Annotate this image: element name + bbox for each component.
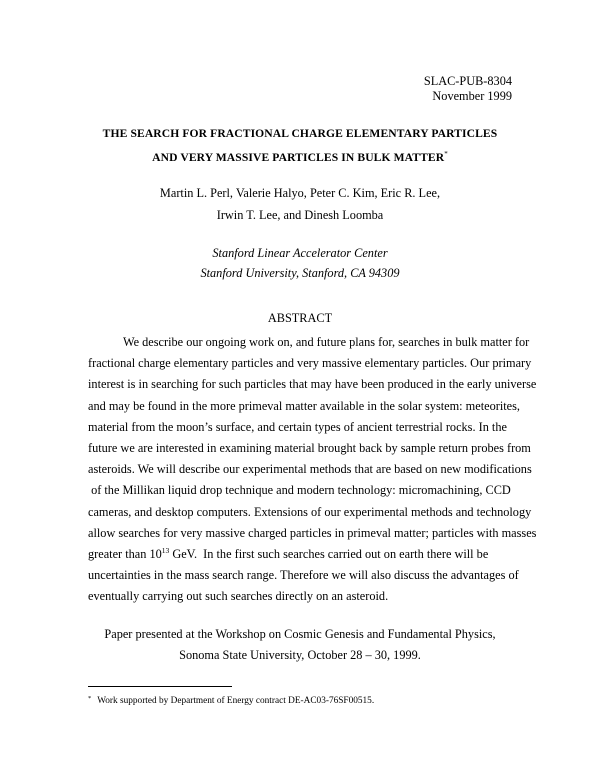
title-line-2-text: AND VERY MASSIVE PARTICLES IN BULK MATTER <box>152 151 445 164</box>
report-date: November 1999 <box>432 89 512 103</box>
abstract-heading: ABSTRACT <box>267 311 333 325</box>
report-identifier <box>424 74 512 104</box>
affiliation-line-2: Stanford University, Stanford, CA 94309 <box>200 266 400 280</box>
abstract-line: and may be found in the more primeval matter available in the solar system: meteorites, <box>88 398 520 413</box>
mass-line-start: greater than 10 <box>88 547 162 562</box>
affiliation <box>0 243 600 283</box>
abstract-line: material from the moon’s surface, and certain types of ancient terrestrial rocks. In the <box>88 419 507 434</box>
title-line-1: THE SEARCH FOR FRACTIONAL CHARGE ELEMENTARY PARTICLES <box>102 127 498 140</box>
abstract-body <box>88 332 537 608</box>
abstract-line: uncertainties in the mass search range. Therefore we will also discuss the advantages of <box>88 568 519 583</box>
abstract-line: eventually carrying out such searches directly on an asteroid. <box>88 589 389 604</box>
author-list <box>0 182 600 226</box>
authors-line-2: Irwin T. Lee, and Dinesh Loomba <box>216 208 384 222</box>
abstract-line: of the Millikan liquid drop technique and modern technology: micromachining, CCD <box>88 483 511 498</box>
abstract-line: fractional charge elementary particles and very massive elementary particles. Our primary <box>88 356 532 371</box>
abstract-line: cameras, and desktop computers. Extensions of our experimental methods and technology <box>88 504 532 519</box>
authors-line-1: Martin L. Perl, Valerie Halyo, Peter C. Kim, Eric R. Lee, <box>159 186 441 200</box>
paper-title <box>0 123 600 168</box>
abstract-line: We describe our ongoing work on, and future plans for, searches in bulk matter for <box>123 335 530 349</box>
footnote-text: Work supported by Department of Energy contract DE-AC03-76SF00515. <box>97 696 375 706</box>
footnote <box>88 695 374 706</box>
footnote-divider <box>88 686 232 687</box>
presentation-line-2: Sonoma State University, October 28 – 30, 1999. <box>179 648 421 662</box>
mass-line-end: GeV. In the first such searches carried out on earth there will be <box>169 547 489 562</box>
mass-exponent: 13 <box>161 546 170 556</box>
report-number: SLAC-PUB-8304 <box>423 74 512 88</box>
affiliation-line-1: Stanford Linear Accelerator Center <box>212 246 388 260</box>
abstract-line: asteroids. We will describe our experimental methods that are based on new modifications <box>88 462 532 477</box>
abstract-line: allow searches for very massive charged particles in primeval matter; particles with masses <box>88 525 537 540</box>
abstract-line: future we are interested in examining material brought back by sample return probes from <box>88 441 531 456</box>
presentation-line-1: Paper presented at the Workshop on Cosmic Genesis and Fundamental Physics, <box>104 627 496 641</box>
title-footnote-mark: * <box>444 150 448 158</box>
abstract-mass-line <box>88 544 520 565</box>
title-line-2 <box>0 144 600 168</box>
abstract-line: interest is in searching for such particles that may have been produced in the early universe <box>88 377 537 392</box>
footnote-mark: * <box>88 695 92 702</box>
presentation-note <box>0 624 600 666</box>
